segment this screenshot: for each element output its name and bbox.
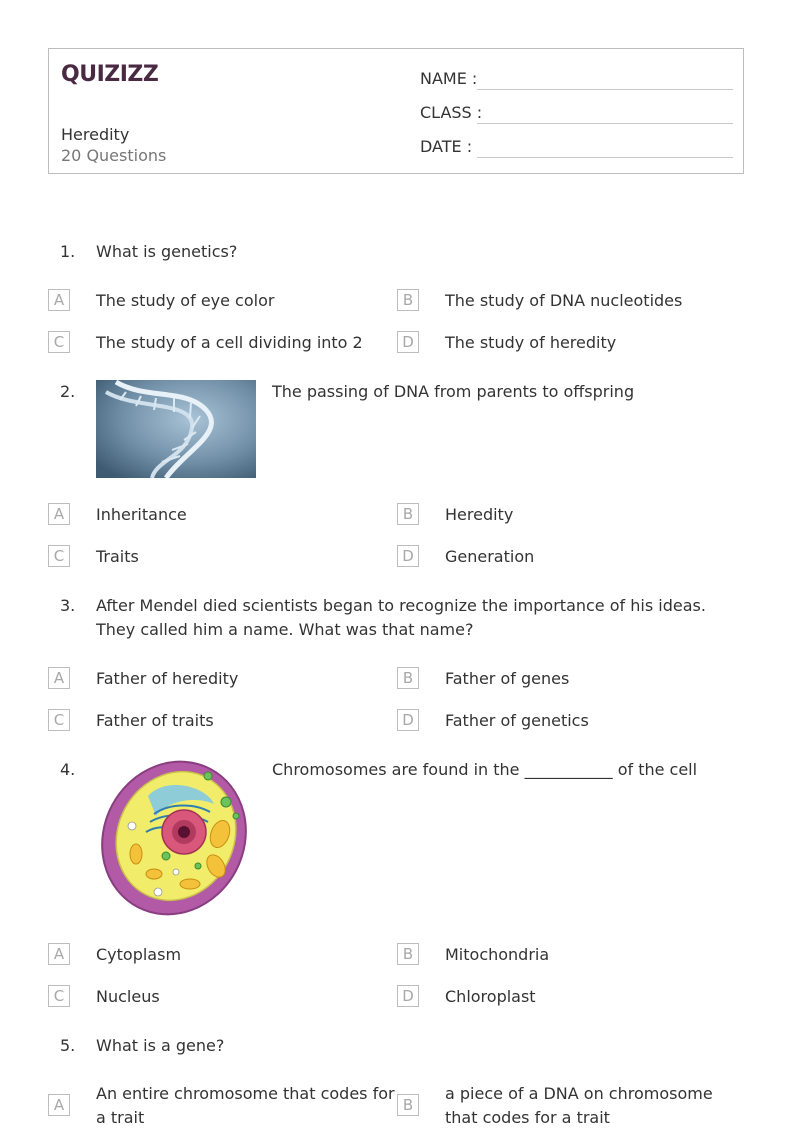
option-text: Cytoplasm <box>96 945 182 964</box>
name-label: NAME : <box>420 69 478 88</box>
option-text: The study of DNA nucleotides <box>445 291 683 310</box>
question-text: Chromosomes are found in the ___________ of the cell <box>272 760 698 779</box>
dna-helix-image <box>96 380 256 478</box>
option-text: Father of genes <box>445 669 570 688</box>
date-label: DATE : <box>420 137 473 156</box>
option-letter-box[interactable]: A <box>48 289 70 311</box>
question-number: 3. <box>60 596 76 615</box>
option-letter-box[interactable]: D <box>397 545 419 567</box>
option-text: Father of genetics <box>445 711 589 730</box>
option-text: Traits <box>96 547 139 566</box>
class-line[interactable] <box>477 123 733 124</box>
option-text: Father of heredity <box>96 669 239 688</box>
question-number: 1. <box>60 242 76 261</box>
option-text: a piece of a DNA on chromosome that codes for a trait <box>445 1084 713 1127</box>
question-count: 20 Questions <box>61 146 167 165</box>
option-letter-box[interactable]: D <box>397 331 419 353</box>
option-letter-box[interactable]: B <box>397 1094 419 1116</box>
question-number: 4. <box>60 760 76 779</box>
quizizz-logo <box>61 59 161 89</box>
worksheet-title: Heredity <box>61 125 130 144</box>
option-letter-box[interactable]: C <box>48 545 70 567</box>
question-number: 2. <box>60 382 76 401</box>
option-letter-box[interactable]: B <box>397 289 419 311</box>
option-text: The study of a cell dividing into 2 <box>96 333 363 352</box>
option-letter-box[interactable]: A <box>48 943 70 965</box>
date-line[interactable] <box>477 157 733 158</box>
option-letter-box[interactable]: B <box>397 503 419 525</box>
option-text: Heredity <box>445 505 514 524</box>
cell-diagram-image <box>96 756 256 918</box>
option-text: Nucleus <box>96 987 160 1006</box>
option-letter-box[interactable]: A <box>48 503 70 525</box>
svg-text:QUIZIZZ: QUIZIZZ <box>61 62 159 87</box>
option-text: An entire chromosome that codes for a trait <box>96 1084 395 1127</box>
option-letter-box[interactable]: A <box>48 1094 70 1116</box>
option-letter-box[interactable]: C <box>48 709 70 731</box>
name-line[interactable] <box>477 89 733 90</box>
option-letter-box[interactable]: B <box>397 667 419 689</box>
question-text: What is a gene? <box>96 1036 225 1055</box>
option-text: Mitochondria <box>445 945 550 964</box>
option-text: The study of heredity <box>445 333 617 352</box>
option-text: Generation <box>445 547 535 566</box>
question-number: 5. <box>60 1036 76 1055</box>
option-text: Father of traits <box>96 711 214 730</box>
question-text: After Mendel died scientists began to recognize the importance of his ideas. They called him a name. What was that name? <box>96 596 706 639</box>
option-letter-box[interactable]: C <box>48 985 70 1007</box>
option-letter-box[interactable]: A <box>48 667 70 689</box>
option-text: Inheritance <box>96 505 187 524</box>
worksheet-header <box>48 48 744 174</box>
option-letter-box[interactable]: C <box>48 331 70 353</box>
option-letter-box[interactable]: D <box>397 709 419 731</box>
option-letter-box[interactable]: D <box>397 985 419 1007</box>
class-label: CLASS : <box>420 103 483 122</box>
option-text: The study of eye color <box>96 291 275 310</box>
option-text: Chloroplast <box>445 987 536 1006</box>
question-text: What is genetics? <box>96 242 238 261</box>
question-text: The passing of DNA from parents to offspring <box>272 382 635 401</box>
option-letter-box[interactable]: B <box>397 943 419 965</box>
